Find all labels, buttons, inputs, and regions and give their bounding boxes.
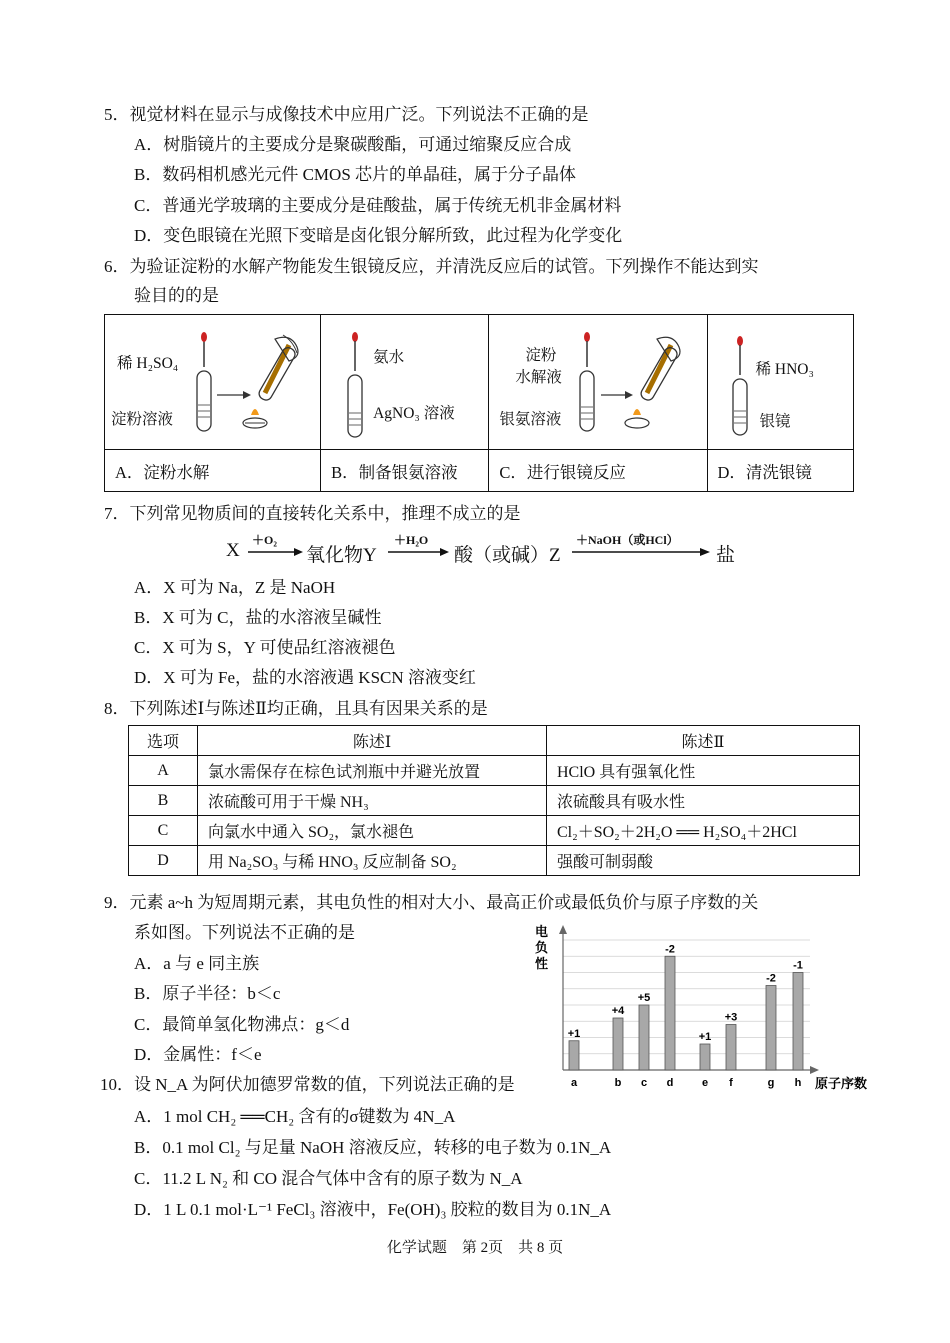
bar-f	[726, 1025, 736, 1071]
panel-a-top-label: 稀 H₂SO₄	[117, 355, 179, 372]
q8-header-statement1: 陈述Ⅰ	[198, 726, 547, 756]
panel-c-caption: C．进行银镜反应	[489, 450, 707, 492]
x-axis-arrow	[810, 1066, 819, 1074]
y-axis-label-1: 电	[535, 924, 549, 939]
q6-panel-a	[105, 315, 321, 450]
panel-d-caption: D．清洗银镜	[707, 450, 854, 492]
q7-stem: 7．下列常见物质间的直接转化关系中，推理不成立的是	[104, 504, 521, 523]
q7-option-b: B．X 可为 C，盐的水溶液呈碱性	[134, 608, 382, 627]
x-tick-label-c: c	[640, 1077, 648, 1089]
scheme-arrow3-label: ＋NaOH（或HCl）	[576, 533, 679, 547]
x-tick-label-e: e	[701, 1077, 709, 1089]
q8-row-a-option: A	[129, 756, 198, 786]
data-label-a: +1	[567, 1027, 581, 1040]
electronegativity-chart	[530, 920, 890, 1100]
panel-a-caption: A．淀粉水解	[105, 450, 321, 492]
q8-row-d-statement1: 用 Na₂SO₃ 与稀 HNO₃ 反应制备 SO₂	[198, 846, 547, 876]
q6-panel-b	[321, 315, 489, 450]
q10-option-d: D．1 L 0.1 mol·L⁻¹ FeCl₃ 溶液中，Fe(OH)₃ 胶粒的数目为 0.1N_A	[134, 1200, 612, 1219]
bar-h	[793, 973, 803, 1071]
q8-row-c-statement1: 向氯水中通入 SO₂，氯水褪色	[198, 816, 547, 846]
q9-stem-line2: 系如图。下列说法不正确的是	[134, 923, 355, 942]
x-axis-label: 原子序数	[815, 1076, 868, 1091]
data-label-h: -1	[793, 959, 803, 972]
q8-row-b-statement2: 浓硫酸具有吸水性	[547, 786, 860, 816]
q8-stem: 8．下列陈述Ⅰ与陈述Ⅱ均正确，且具有因果关系的是	[104, 699, 488, 718]
x-tick-label-h: h	[794, 1077, 802, 1089]
q8-row-c-statement2: Cl₂＋SO₂＋2H₂O ══ H₂SO₄＋2HCl	[547, 816, 860, 846]
panel-b-caption: B．制备银氨溶液	[321, 450, 489, 492]
data-label-b: +4	[611, 1005, 625, 1017]
q6-apparatus-table	[104, 314, 854, 492]
q6-stem-line2: 验目的的是	[134, 286, 219, 305]
q10-option-a: A．1 mol CH₂ ══CH₂ 含有的σ键数为 4N_A	[134, 1107, 456, 1126]
q10-stem: 10．设 N_A 为阿伏加德罗常数的值，下列说法正确的是	[100, 1075, 515, 1094]
y-axis-label-2: 负	[535, 940, 549, 955]
q8-row-a-statement2: HClO 具有强氧化性	[547, 756, 860, 786]
bar-d	[665, 956, 675, 1070]
bar-a	[569, 1041, 579, 1070]
q8-row-c-option: C	[129, 816, 198, 846]
x-tick-label-d: d	[666, 1077, 674, 1089]
panel-c-top-label-1: 淀粉	[525, 347, 557, 364]
bar-b	[613, 1018, 623, 1070]
q7-option-c: C．X 可为 S，Y 可使品红溶液褪色	[134, 638, 396, 657]
panel-a-apparatus-drawing	[105, 315, 321, 449]
scheme-arrow3	[572, 547, 712, 557]
data-label-d: -2	[665, 943, 675, 956]
scheme-arrow2	[388, 547, 450, 557]
q9-option-b: B．原子半径：b＜c	[134, 984, 281, 1003]
q10-option-b: B．0.1 mol Cl₂ 与足量 NaOH 溶液反应，转移的电子数为 0.1N_A	[134, 1138, 612, 1157]
x-tick-label-g: g	[767, 1077, 775, 1089]
scheme-x: X	[226, 540, 240, 561]
scheme-arrow1-label: ＋O₂	[252, 533, 277, 547]
x-tick-label-f: f	[729, 1077, 733, 1089]
q5-option-d: D．变色眼镜在光照下变暗是卤化银分解所致，此过程为化学变化	[134, 226, 623, 245]
q5-option-c: C．普通光学玻璃的主要成分是硅酸盐，属于传统无机非金属材料	[134, 196, 622, 215]
scheme-oxide: 氧化物Y	[306, 545, 377, 566]
data-label-e: +1	[698, 1031, 712, 1043]
panel-b-top-label: 氨水	[373, 349, 405, 366]
scheme-salt: 盐	[716, 545, 736, 566]
y-axis-arrow	[559, 925, 567, 934]
q6-panel-d	[707, 315, 854, 450]
q7-conversion-scheme	[0, 527, 950, 567]
q8-row-d-statement2: 强酸可制弱酸	[547, 846, 860, 876]
q5-option-a: A．树脂镜片的主要成分是聚碳酸酯，可通过缩聚反应合成	[134, 135, 572, 154]
panel-a-bottom-label: 淀粉溶液	[111, 411, 174, 428]
y-axis-label-3: 性	[535, 956, 549, 971]
q9-option-a: A．a 与 e 同主族	[134, 954, 260, 973]
q8-statement-table	[128, 725, 860, 876]
q7-option-a: A．X 可为 Na，Z 是 NaOH	[134, 578, 336, 597]
q5-stem: 5．视觉材料在显示与成像技术中应用广泛。下列说法不正确的是	[104, 105, 589, 124]
q8-row-d-option: D	[129, 846, 198, 876]
panel-d-bottom-label: 银镜	[759, 413, 791, 430]
data-label-g: -2	[766, 972, 776, 985]
q9-option-d: D．金属性：f＜e	[134, 1045, 262, 1064]
q8-header-statement2: 陈述Ⅱ	[547, 726, 860, 756]
q8-header-option: 选项	[129, 726, 198, 756]
table-row	[129, 846, 860, 876]
q9-stem-line1: 9．元素 a~h 为短周期元素，其电负性的相对大小、最高正价或最低负价与原子序数的关	[104, 893, 759, 912]
panel-d-apparatus-drawing	[708, 315, 854, 449]
panel-c-bottom-label: 银氨溶液	[499, 411, 562, 428]
scheme-acid: 酸（或碱）Z	[454, 545, 561, 566]
q6-panel-c	[489, 315, 707, 450]
scheme-arrow1	[248, 547, 304, 557]
panel-d-top-label: 稀 HNO₃	[755, 361, 814, 378]
panel-b-apparatus-drawing	[321, 315, 489, 449]
data-label-c: +5	[637, 992, 651, 1004]
bar-e	[700, 1044, 710, 1070]
bar-g	[766, 986, 776, 1071]
q8-row-a-statement1: 氯水需保存在棕色试剂瓶中并避光放置	[198, 756, 547, 786]
panel-c-apparatus-drawing	[489, 315, 707, 449]
q8-row-b-statement1: 浓硫酸可用于干燥 NH₃	[198, 786, 547, 816]
table-row	[129, 816, 860, 846]
q9-option-c: C．最简单氢化物沸点：g＜d	[134, 1015, 350, 1034]
scheme-arrow2-label: ＋H₂O	[394, 533, 429, 547]
x-tick-label-a: a	[570, 1077, 578, 1089]
page-footer: 化学试题 第 2页 共 8 页	[386, 1240, 564, 1256]
panel-c-top-label-2: 水解液	[515, 369, 562, 386]
q8-row-b-option: B	[129, 786, 198, 816]
table-row	[129, 786, 860, 816]
q5-option-b: B．数码相机感光元件 CMOS 芯片的单晶硅，属于分子晶体	[134, 165, 577, 184]
q10-option-c: C．11.2 L N₂ 和 CO 混合气体中含有的原子数为 N_A	[134, 1169, 523, 1188]
q7-option-d: D．X 可为 Fe，盐的水溶液遇 KSCN 溶液变红	[134, 668, 476, 687]
data-label-f: +3	[724, 1011, 738, 1024]
x-tick-label-b: b	[614, 1077, 622, 1089]
bar-c	[639, 1005, 649, 1070]
table-row	[129, 756, 860, 786]
q6-stem-line1: 6．为验证淀粉的水解产物能发生银镜反应，并清洗反应后的试管。下列操作不能达到实	[104, 257, 759, 276]
panel-b-bottom-label: AgNO₃ 溶液	[373, 405, 455, 422]
